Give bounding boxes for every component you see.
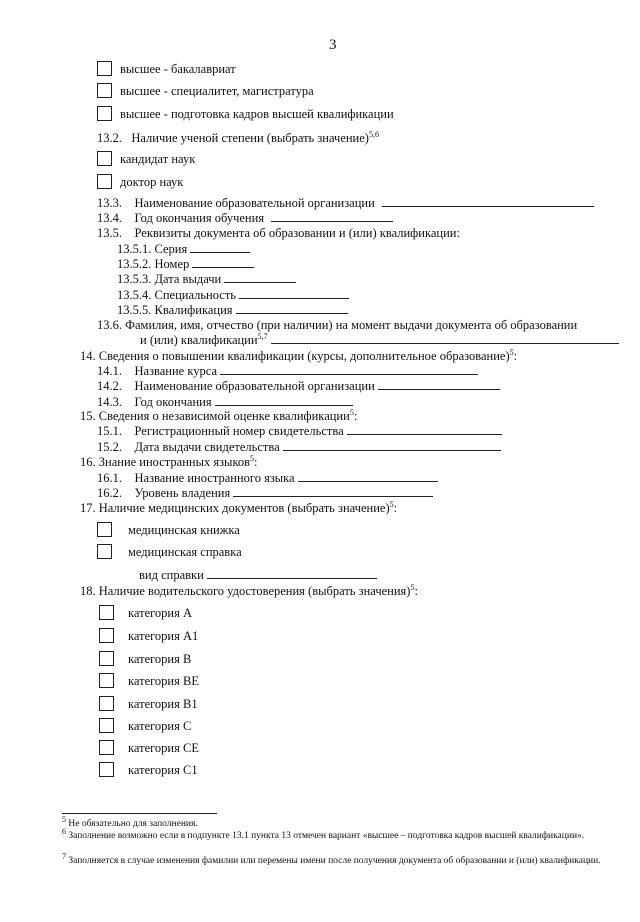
field-specialty [117, 288, 349, 302]
section-16-2-num: 16.2. [97, 486, 122, 500]
footnote-7-mark: 7 [62, 851, 66, 861]
cert-date-field[interactable] [283, 440, 501, 451]
section-13-3-text: Наименование образовательной организации [134, 196, 375, 210]
cat-ce-label: категория CE [128, 741, 199, 755]
section-14-2-text: Наименование образовательной организации [134, 379, 375, 393]
section-14-text: 14. Сведения о повышении квалификации (курсы, дополнительное образование) [80, 349, 510, 363]
degree-candidate-checkbox[interactable] [97, 151, 112, 166]
section-16-title: 16. Знание иностранных языков$^5$: [80, 453, 258, 469]
cat-a1-label: категория A1 [128, 629, 199, 643]
section-16-1-text: Название иностранного языка [134, 471, 295, 485]
section-13-6-line2 [140, 333, 619, 347]
section-14-1-num: 14.1. [97, 364, 122, 378]
section-16-2-text: Уровень владения [134, 486, 231, 500]
section-14-3-text: Год окончания [134, 395, 212, 409]
degree-candidate-label: кандидат наук [120, 152, 196, 166]
section-13-4 [97, 211, 393, 225]
footnote-7-text: Заполняется в случае изменения фамилии или перемены имени после получения документа об образовании и (или) квалификации. [68, 856, 601, 866]
cat-be-checkbox[interactable] [99, 673, 114, 688]
language-level-field[interactable] [233, 486, 433, 497]
med-book-label: медицинская книжка [128, 523, 240, 537]
cat-a-checkbox[interactable] [99, 605, 114, 620]
section-13-3 [97, 196, 594, 210]
med-cert-type-field[interactable] [207, 568, 377, 579]
section-14-1-text: Название курса [134, 364, 217, 378]
field-issue-date-label: 13.5.3. Дата выдачи [117, 272, 222, 286]
cat-a1-checkbox[interactable] [99, 628, 114, 643]
field-qualification [117, 303, 348, 317]
section-16-text: 16. Знание иностранных языков [80, 455, 251, 469]
field-number-label: 13.5.2. Номер [117, 257, 190, 271]
section-13-2-num: 13.2. [97, 131, 122, 145]
section-17-sup: 5 [389, 499, 394, 509]
section-13-5-num: 13.5. [97, 226, 122, 240]
cat-c1-checkbox[interactable] [99, 762, 114, 777]
section-16-1-num: 16.1. [97, 471, 122, 485]
cat-b-label: категория B [128, 652, 192, 666]
med-cert-type-label: вид справки [139, 568, 204, 582]
section-15-1-num: 15.1. [97, 424, 122, 438]
section-13-3-num: 13.3. [97, 196, 122, 210]
section-14-sup: 5 [509, 347, 514, 357]
cat-be-label: категория BE [128, 674, 199, 688]
edu-highest-label: высшее - подготовка кадров высшей квалификации [120, 107, 394, 121]
grad-year-field[interactable] [271, 211, 393, 222]
section-14-2-num: 14.2. [97, 379, 122, 393]
section-15-text: 15. Сведения о независимой оценке квалификации [80, 409, 350, 423]
section-13-6-text: и (или) квалификации [140, 333, 258, 347]
section-16-2 [97, 486, 433, 500]
org-name-field[interactable] [382, 196, 594, 207]
issue-date-input[interactable] [224, 272, 296, 283]
med-cert-type [139, 568, 377, 582]
edu-bachelor-label: высшее - бакалавриат [120, 62, 236, 76]
med-cert-checkbox[interactable] [97, 544, 112, 559]
med-cert-label: медицинская справка [128, 545, 242, 559]
cert-number-field[interactable] [347, 424, 502, 435]
edu-highest-checkbox[interactable] [97, 106, 112, 121]
section-14-1 [97, 364, 478, 378]
course-year-field[interactable] [215, 395, 353, 406]
section-15-2 [97, 440, 501, 454]
qualification-input[interactable] [236, 303, 348, 314]
cat-c-label: категория C [128, 719, 192, 733]
footnote-5 [62, 814, 617, 831]
section-13-4-num: 13.4. [97, 211, 122, 225]
section-13-6-sup: 5,7 [257, 331, 268, 341]
edu-specialist-checkbox[interactable] [97, 83, 112, 98]
section-16-1 [97, 471, 438, 485]
footnote-6-mark: 6 [62, 826, 66, 836]
footnote-5-mark: 5 [62, 814, 66, 824]
section-18-title: 18. Наличие водительского удостоверения (выбрать значения)$^5$: [80, 582, 418, 598]
section-14-3 [97, 395, 353, 409]
section-17-text: 17. Наличие медицинских документов (выбрать значение) [80, 501, 390, 515]
section-13-5-text: Реквизиты документа об образовании и (или) квалификации: [134, 226, 460, 240]
section-14-3-num: 14.3. [97, 395, 122, 409]
cat-ce-checkbox[interactable] [99, 740, 114, 755]
section-13-2 [97, 131, 379, 145]
section-13-6-line1: 13.6. Фамилия, имя, отчество (при наличии) на момент выдачи документа об образовании [97, 318, 578, 332]
section-14-title: 14. Сведения о повышении квалификации (курсы, дополнительное образование)$^5$: [80, 347, 518, 363]
footnote-7 [62, 851, 617, 868]
series-input[interactable] [190, 242, 250, 253]
former-name-field[interactable] [271, 333, 619, 344]
footnote-6 [62, 826, 617, 843]
section-15-2-text: Дата выдачи свидетельства [134, 440, 280, 454]
section-15-1 [97, 424, 502, 438]
cat-b1-label: категория B1 [128, 697, 198, 711]
section-17-title: 17. Наличие медицинских документов (выбрать значение)$^5$: [80, 499, 398, 515]
field-qualification-label: 13.5.5. Квалификация [117, 303, 233, 317]
section-18-sup: 5 [410, 582, 415, 592]
footnote-separator [62, 813, 217, 814]
cat-c-checkbox[interactable] [99, 718, 114, 733]
field-series-label: 13.5.1. Серия [117, 242, 188, 256]
cat-b-checkbox[interactable] [99, 651, 114, 666]
edu-bachelor-checkbox[interactable] [97, 61, 112, 76]
footnote-5-text: Не обязательно для заполнения. [68, 819, 198, 829]
section-15-2-num: 15.2. [97, 440, 122, 454]
page-number: 3 [329, 37, 337, 53]
field-specialty-label: 13.5.4. Специальность [117, 288, 237, 302]
degree-doctor-label: доктор наук [120, 175, 184, 189]
section-13-2-sup: 5,6 [368, 129, 379, 139]
footnote-6-text: Заполнение возможно если в подпункте 13.1 пункта 13 отмечен вариант «высшее – подготовка кадров высшей квалификации». [68, 831, 585, 841]
section-15-sup: 5 [349, 407, 354, 417]
edu-specialist-label: высшее - специалитет, магистратура [120, 84, 314, 98]
section-15-1-text: Регистрационный номер свидетельства [134, 424, 344, 438]
field-series [117, 242, 250, 256]
degree-doctor-checkbox[interactable] [97, 174, 112, 189]
cat-a-label: категория A [128, 606, 193, 620]
number-input[interactable] [192, 257, 254, 268]
section-13-5 [97, 226, 460, 240]
section-15-title: 15. Сведения о независимой оценке квалификации$^5$: [80, 407, 358, 423]
med-book-checkbox[interactable] [97, 522, 112, 537]
specialty-input[interactable] [239, 288, 349, 299]
section-16-sup: 5 [250, 453, 255, 463]
section-14-2 [97, 379, 500, 393]
section-13-4-text: Год окончания обучения [134, 211, 265, 225]
field-number [117, 257, 254, 271]
language-name-field[interactable] [298, 471, 438, 482]
section-18-text: 18. Наличие водительского удостоверения (выбрать значения) [80, 584, 411, 598]
cat-b1-checkbox[interactable] [99, 696, 114, 711]
section-13-2-text: Наличие ученой степени (выбрать значение) [131, 131, 369, 145]
course-org-field[interactable] [378, 379, 500, 390]
cat-c1-label: категория C1 [128, 763, 198, 777]
course-name-field[interactable] [220, 364, 478, 375]
field-issue-date [117, 272, 296, 286]
